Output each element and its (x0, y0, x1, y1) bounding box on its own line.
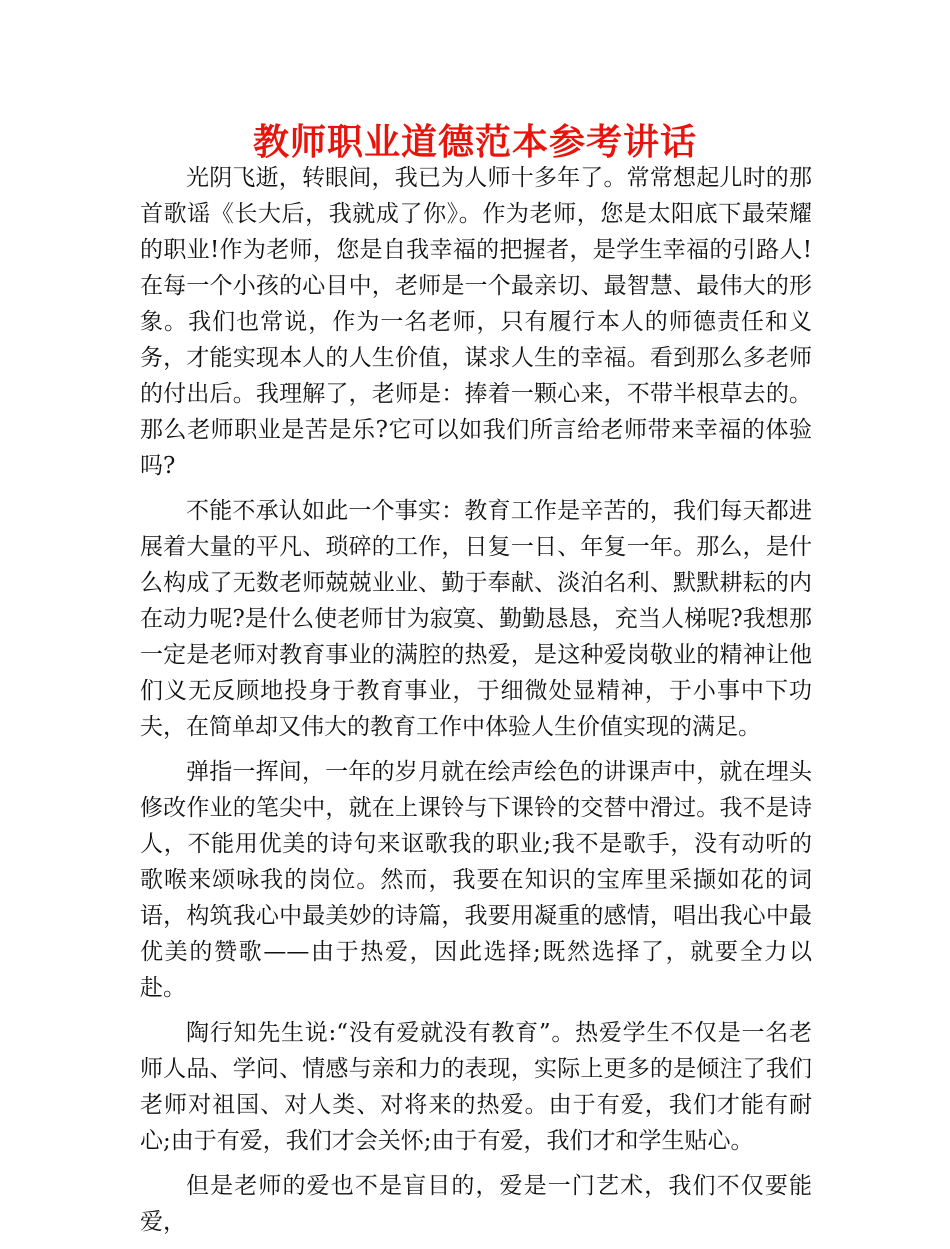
document-body (140, 160, 812, 1249)
paragraph-4: 陶行知先生说:“没有爱就没有教育”。热爱学生不仅是一名老师人品、学问、情感与亲和力的表现，实际上更多的是倾注了我们老师对祖国、对人类、对将来的热爱。由于有爱，我们才能有耐心;由于有爱，我们才会关怀;由于有爱，我们才和学生贴心。 (140, 1020, 812, 1154)
paragraph-2: 不能不承认如此一个事实：教育工作是辛苦的，我们每天都进展着大量的平凡、琐碎的工作，日复一日、年复一年。那么，是什么构成了无数老师兢兢业业、勤于奉献、淡泊名利、默默耕耘的内在动力呢?是什么使老师甘为寂寞、勤勤恳恳，充当人梯呢?我想那一定是老师对教育事业的满腔的热爱，是这种爱岗敬业的精神让他们义无反顾地投身于教育事业，于细微处显精神，于小事中下功夫，在简单却又伟大的教育工作中体验人生价值实现的满足。 (140, 498, 812, 740)
document-title: 教师职业道德范本参考讲话 (252, 122, 697, 163)
paragraph-3: 弹指一挥间，一年的岁月就在绘声绘色的讲课声中，就在埋头修改作业的笔尖中，就在上课铃与下课铃的交替中滑过。我不是诗人，不能用优美的诗句来讴歌我的职业;我不是歌手，没有动听的歌喉来颂咏我的岗位。然而，我要在知识的宝库里采撷如花的词语，构筑我心中最美妙的诗篇，我要用凝重的感情，唱出我心中最优美的赞歌——由于热爱，因此选择;既然选择了，就要全力以赴。 (140, 759, 812, 1001)
paragraph-5: 但是老师的爱也不是盲目的，爱是一门艺术，我们不仅要能爱， (140, 1173, 812, 1235)
paragraph-1: 光阴飞逝，转眼间，我已为人师十多年了。常常想起儿时的那首歌谣《长大后，我就成了你》。作为老师，您是太阳底下最荣耀的职业!作为老师，您是自我幸福的把握者，是学生幸福的引路人!在每一个小孩的心目中，老师是一个最亲切、最智慧、最伟大的形象。我们也常说，作为一名老师，只有履行本人的师德责任和义务，才能实现本人的人生价值，谋求人生的幸福。看到那么多老师的付出后。我理解了，老师是：捧着一颗心来，不带半根草去的。那么老师职业是苦是乐?它可以如我们所言给老师带来幸福的体验吗? (140, 165, 812, 479)
